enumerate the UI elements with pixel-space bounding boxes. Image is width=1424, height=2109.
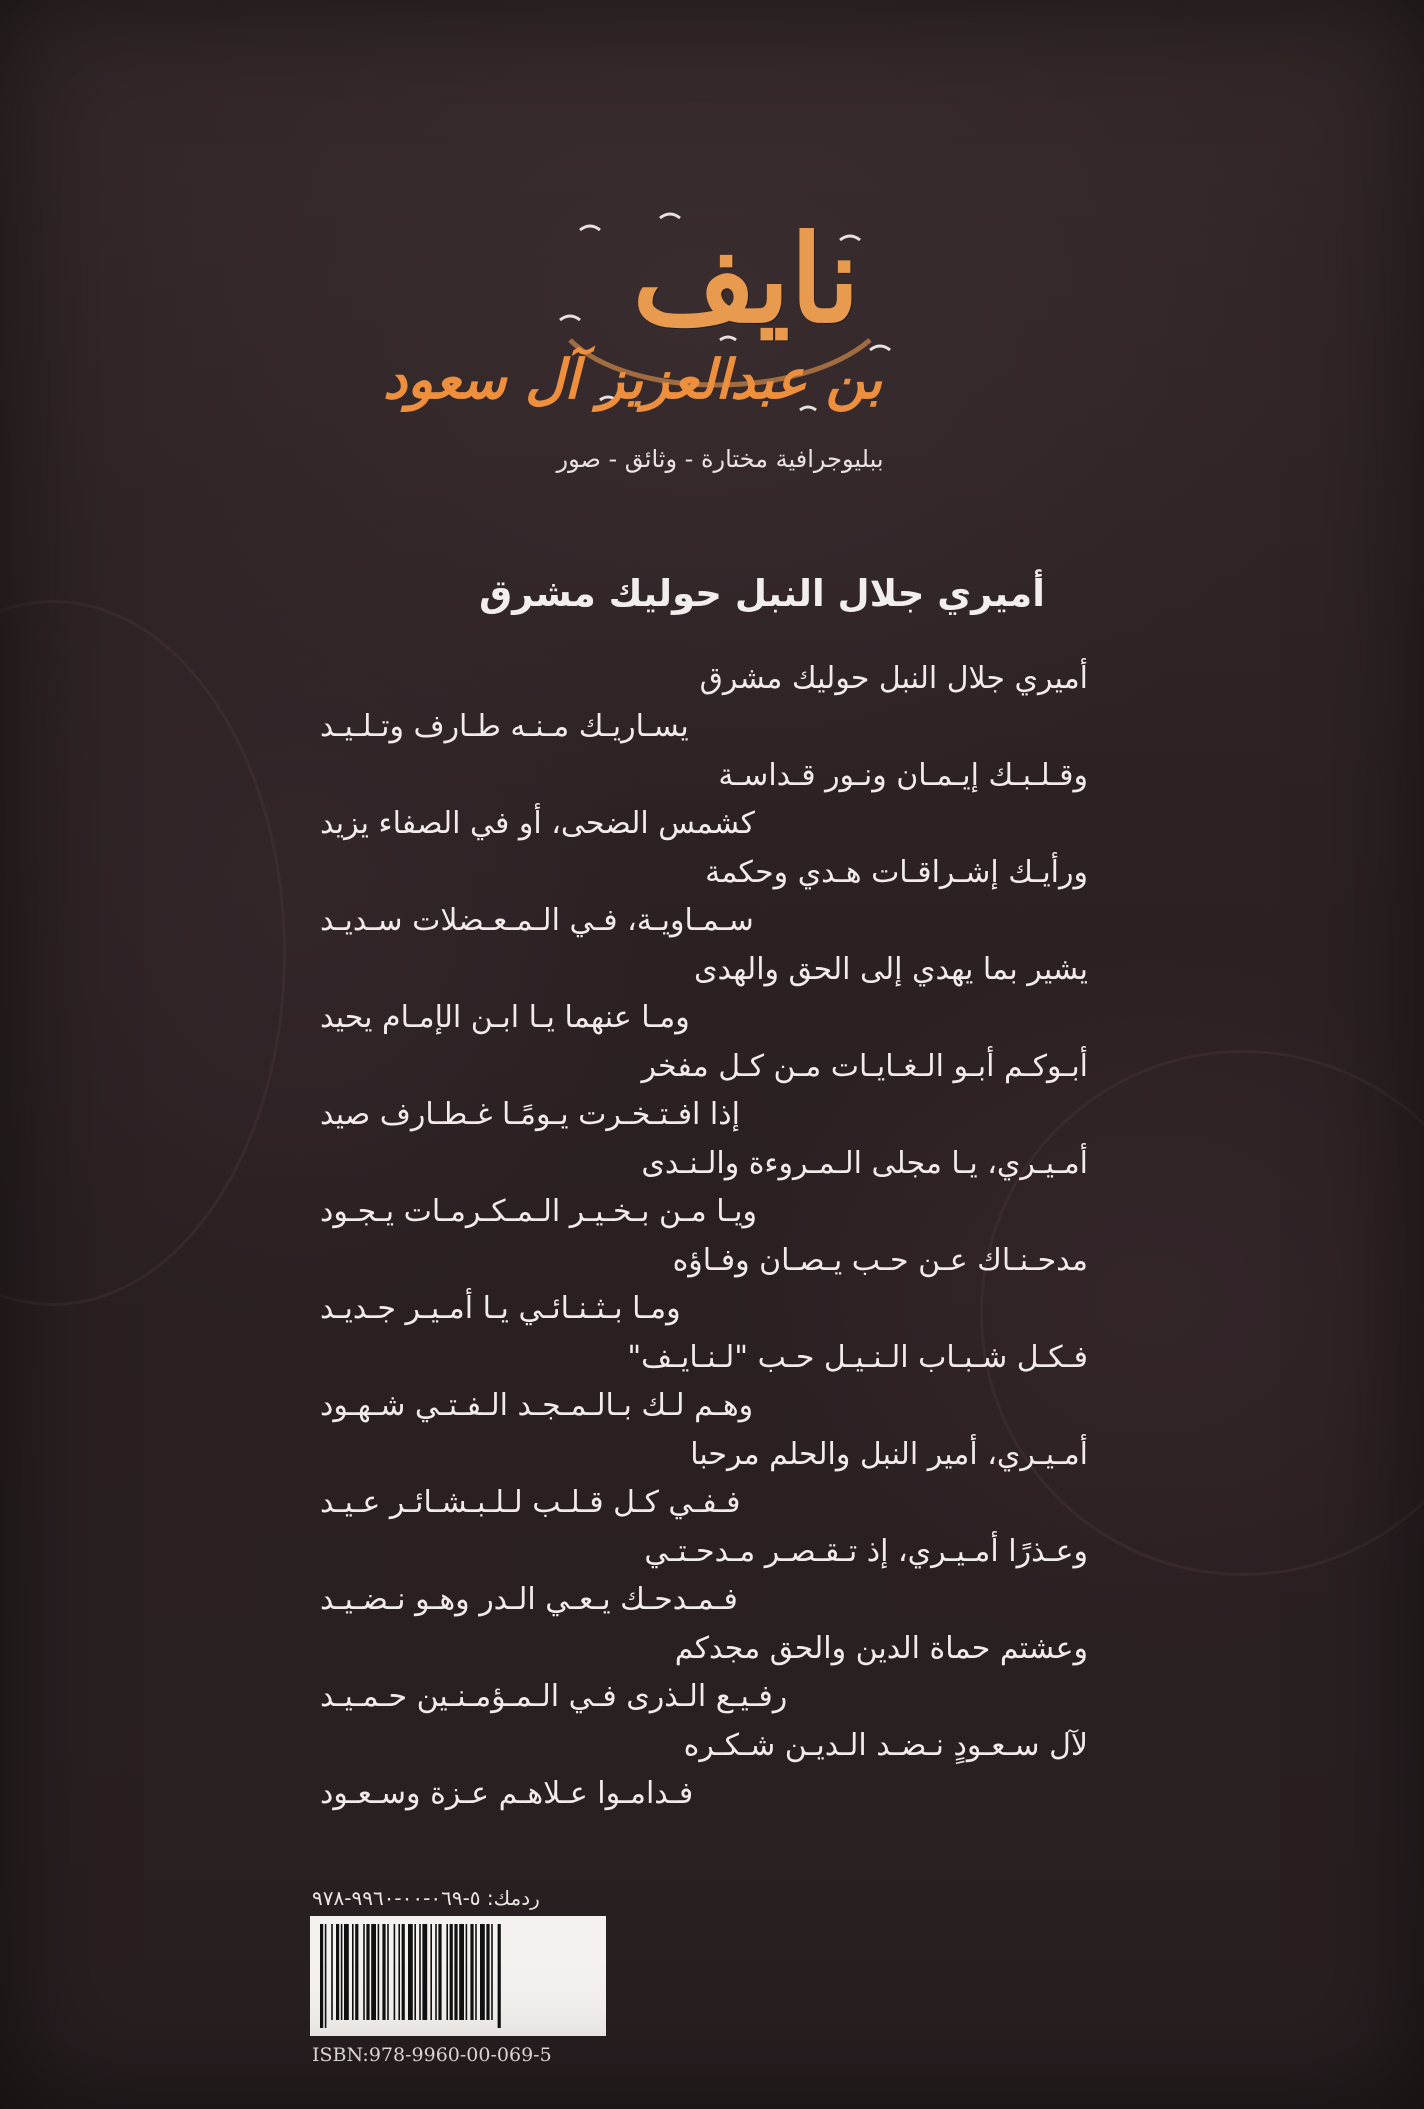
poem-verse: [300, 1237, 1100, 1334]
calligraphy-logo: [383, 200, 900, 490]
verse-first-hemistich: لآل سـعـودٍ نـضـد الـديـن شـكـره: [683, 1728, 1088, 1763]
radmak-number: ردمك: ٥-٠٦٩-٠٠-٩٩٦٠-٩٧٨: [312, 1886, 540, 1910]
barcode: [310, 1916, 606, 2036]
logo-title: نايف: [632, 209, 860, 350]
poem-verse: [300, 1722, 1100, 1819]
verse-second-hemistich: ومـا عنهما يـا ابـن الإمـام يحيد: [320, 1000, 690, 1035]
verse-second-hemistich: فـمـدحـك يـعـي الـدر وهـو نـضـيـد: [320, 1582, 738, 1617]
verse-first-hemistich: وعـذرًا أمـيـري، إذ تـقـصـر مـدحـتـي: [644, 1534, 1088, 1569]
poem-verse: [300, 1625, 1100, 1722]
poem-verse: [300, 1140, 1100, 1237]
logo-subname: بن عبدالعزيز آل سعود: [383, 347, 882, 411]
verse-second-hemistich: ومـا بـثـنـائـي يـا أمـيـر جـديـد: [320, 1291, 681, 1326]
poem-verse: [300, 849, 1100, 946]
background-swirl: [0, 600, 286, 1306]
verse-second-hemistich: يسـاريـك مـنـه طـارف وتـلـيـد: [320, 709, 689, 744]
verse-second-hemistich: وهـم لـك بـالـمـجـد الـفـتـي شـهـود: [320, 1388, 754, 1423]
verse-first-hemistich: مدحـنـاك عـن حـب يـصـان وفـاؤه: [672, 1243, 1088, 1278]
barcode-icon: [316, 1924, 600, 2028]
poem: [300, 655, 1100, 1819]
verse-second-hemistich: إذا افـتـخـرت يـومًـا غـطـارف صيد: [320, 1097, 740, 1132]
verse-second-hemistich: كشمس الضحى، أو في الصفاء يزيد: [320, 806, 755, 841]
verse-first-hemistich: أبـوكـم أبـو الـغـايـات مـن كـل مفخر: [641, 1049, 1088, 1084]
verse-second-hemistich: رفـيـع الـذرى فـي الـمـؤمـنـين حـمـيـد: [320, 1679, 788, 1714]
verse-second-hemistich: فـفـي كـل قـلـب لـلـبـشـائـر عـيـد: [320, 1485, 741, 1520]
verse-first-hemistich: أميري جلال النبل حوليك مشرق: [699, 661, 1088, 696]
isbn-block: [310, 1886, 610, 2066]
isbn-number: ISBN:978-9960-00-069-5: [312, 2044, 552, 2066]
verse-first-hemistich: فـكـل شـبـاب الـنـيـل حـب "لـنـايـف": [627, 1340, 1088, 1375]
poem-verse: [300, 655, 1100, 752]
verse-first-hemistich: يشير بما يهدي إلى الحق والهدى: [694, 952, 1088, 987]
poem-title: أميري جلال النبل حوليك مشرق: [479, 572, 1045, 615]
poem-verse: [300, 1528, 1100, 1625]
logo-tagline: ببليوجرافية مختارة - وثائق - صور: [556, 445, 884, 473]
poem-verse: [300, 1431, 1100, 1528]
poem-verse: [300, 946, 1100, 1043]
verse-first-hemistich: وقـلـبـك إيـمـان ونـور قـداسـة: [718, 758, 1088, 793]
verse-first-hemistich: أمـيـري، يـا مجلى الـمـروءة والـنـدى: [641, 1146, 1088, 1181]
poem-verse: [300, 1043, 1100, 1140]
verse-second-hemistich: فـدامـوا عـلاهـم عـزة وسـعـود: [320, 1776, 694, 1811]
poem-verse: [300, 1334, 1100, 1431]
verse-first-hemistich: أمـيـري، أمير النبل والحلم مرحبا: [690, 1437, 1088, 1472]
verse-second-hemistich: سـمـاويـة، فـي الـمـعـضلات سـديـد: [320, 903, 754, 938]
poem-verse: [300, 752, 1100, 849]
verse-first-hemistich: وعشتم حماة الدين والحق مجدكم: [674, 1631, 1088, 1666]
verse-first-hemistich: ورأيـك إشـراقـات هـدي وحكمة: [705, 855, 1088, 890]
verse-second-hemistich: ويـا مـن بـخـيـر الـمـكـرمـات يـجـود: [320, 1194, 757, 1229]
